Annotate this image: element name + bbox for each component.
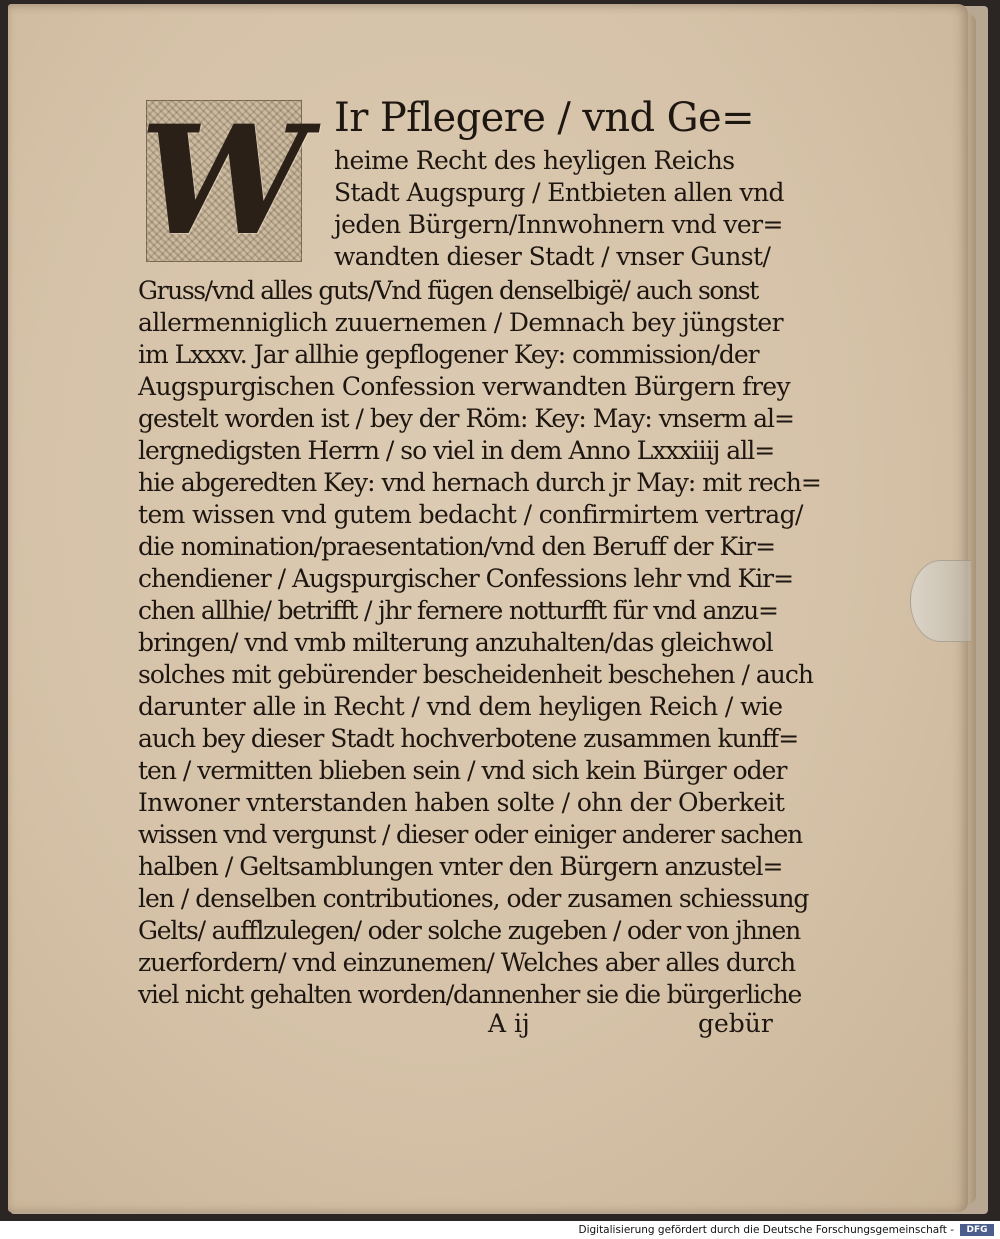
text-line-8: im Lxxxv. Jar allhie gepflogener Key: commission/der (138, 340, 759, 369)
text-line-2: heime Recht des heyligen Reichs (334, 146, 735, 175)
text-line-27: zuerfordern/ vnd einzunemen/ Welches aber alles durch (138, 948, 796, 977)
signature-mark: A ij (488, 1009, 530, 1038)
text-line-10: gestelt worden ist / bey der Röm: Key: May: vnserm al= (138, 404, 794, 433)
dfg-logo-icon[interactable]: DFG (960, 1224, 994, 1236)
text-line-20: auch bey dieser Stadt hochverbotene zusammen kunff= (138, 724, 799, 753)
text-line-26: Gelts/ aufflzulegen/ oder solche zugeben / oder von jhnen (138, 916, 801, 945)
text-line-5: wandten dieser Stadt / vnser Gunst/ (334, 242, 771, 271)
text-line-28: viel nicht gehalten worden/dannenher sie die bürgerliche (138, 980, 802, 1009)
text-line-16: chen allhie/ betrifft / jhr fernere notturfft für vnd anzu= (138, 596, 778, 625)
text-line-4: jeden Bürgern/Innwohnern vnd ver= (334, 210, 783, 239)
text-line-12: hie abgeredten Key: vnd hernach durch jr May: mit rech= (138, 468, 821, 497)
footer-bar (0, 1221, 1000, 1239)
page-clip (910, 560, 971, 642)
text-line-18: solches mit gebürender bescheidenheit beschehen / auch (138, 660, 813, 689)
text-line-11: lergnedigsten Herrn / so viel in dem Anno Lxxxiiij all= (138, 436, 775, 465)
text-line-1: Ir Pflegere / vnd Ge= (334, 95, 755, 141)
catchword: gebür (698, 1009, 773, 1038)
text-line-24: halben / Geltsamblungen vnter den Bürgern anzustel= (138, 852, 783, 881)
text-line-15: chendiener / Augspurgischer Confessions lehr vnd Kir= (138, 564, 794, 593)
text-line-19: darunter alle in Recht / vnd dem heyligen Reich / wie (138, 692, 783, 721)
text-line-9: Augspurgischen Confession verwandten Bürgern frey (138, 372, 791, 401)
text-line-7: allermenniglich zuuernemen / Demnach bey jüngster (138, 308, 783, 337)
text-line-23: wissen vnd vergunst / dieser oder einiger anderer sachen (138, 820, 802, 849)
text-line-21: ten / vermitten blieben sein / vnd sich kein Bürger oder (138, 756, 787, 785)
text-line-22: Inwoner vnterstanden haben solte / ohn der Oberkeit (138, 788, 785, 817)
text-line-6: Gruss/vnd alles guts/Vnd fügen denselbigë/ auch sonst (138, 276, 758, 305)
text-line-14: die nomination/praesentation/vnd den Beruff der Kir= (138, 532, 776, 561)
text-line-17: bringen/ vnd vmb milterung anzuhalten/das gleichwol (138, 628, 773, 657)
text-line-25: len / denselben contributiones, oder zusamen schiessung (138, 884, 809, 913)
initial-letter: W (139, 93, 309, 269)
text-line-13: tem wissen vnd gutem bedacht / confirmirtem vertrag/ (138, 500, 803, 529)
funding-notice: Digitalisierung gefördert durch die Deutsche Forschungsgemeinschaft - (578, 1224, 954, 1236)
text-line-3: Stadt Augspurg / Entbieten allen vnd (334, 178, 784, 207)
document-page (8, 4, 968, 1212)
decorated-initial (139, 93, 309, 269)
